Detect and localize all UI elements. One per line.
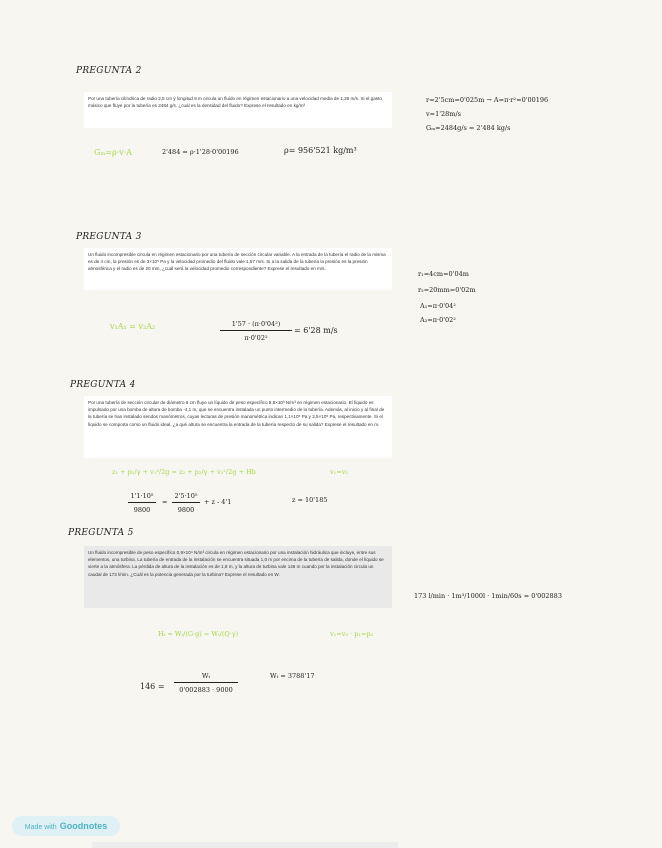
q4-fraction-bar-2 bbox=[172, 502, 200, 503]
q4-pump-term: + z - 4'1 bbox=[204, 498, 232, 506]
q4-denominator-2: 9800 bbox=[177, 506, 195, 514]
q4-bernoulli: z₁ + p₁/γ + v₁²/2g = z₂ + p₂/γ + v₂²/2g + Hb bbox=[112, 468, 256, 476]
q5-turbine-height: Hₜ = Wₜ/(G·g) = Wₜ/(Q·γ) bbox=[158, 630, 239, 638]
q3-denominator: π·0'02² bbox=[244, 334, 268, 342]
badge-made-with: Made with bbox=[24, 824, 57, 831]
q4-condition: v₁=v₂ bbox=[330, 468, 349, 476]
q5-heading: PREGUNTA 5 bbox=[68, 528, 134, 538]
q2-result: ρ= 956'521 kg/m³ bbox=[284, 146, 357, 155]
q2-data-radius: r=2'5cm=0'025m → A=π·r²=0'00196 bbox=[426, 96, 549, 104]
q3-data-r1: r₁=4cm=0'04m bbox=[418, 270, 469, 278]
goodnotes-badge[interactable] bbox=[12, 816, 120, 836]
q3-result: = 6'28 m/s bbox=[294, 326, 338, 335]
q5-result: Wₜ = 3788'17 bbox=[270, 672, 315, 680]
q5-numerator: Wₜ bbox=[201, 672, 211, 680]
q3-data-r2: r₂=20mm=0'02m bbox=[418, 286, 476, 294]
q4-result: z = 10'185 bbox=[292, 496, 328, 504]
badge-brand: Goodnotes bbox=[59, 821, 108, 831]
q3-numerator: 1'57 · (π·0'04²) bbox=[231, 320, 281, 328]
q5-condition: v₁=v₂ · p₁=p₂ bbox=[330, 630, 374, 638]
q5-lhs: 146 = bbox=[140, 682, 165, 691]
q3-problem-text: Un fluido incompresible circula en régimen estacionario por una tubería de sección circular variable. A la entrada de la tubería el radio de la misma es de 4 cm, la presión es de 3×10⁵ Pa y la velocidad promedio del fluido vale 1,57 m/s. Si a la salida de la tubería la presión es la presión atmosférica y el radio es de 20 mm, ¿cuál será la velocidad promedio correspondiente? Exprese el resultado en m/s. bbox=[84, 248, 392, 290]
q2-data-velocity: v=1'28m/s bbox=[426, 110, 462, 118]
q4-problem-text: Por una tubería de sección circular de diámetro 6 cm fluye un líquido de peso específico 9,8×10³ N/m³ en régimen estacionario. El líquido es impulsado por una bomba de altura de bomba -4,1 m, que se encuentra instalada un punto intermedio de la tubería. Además, al inicio y al final de la tubería se han instalado sendos manómetros, cuyas lecturas de presión manométrica indican 1,1×10⁵ Pa y 2,5×10⁵ Pa, respectivamente. Si el líquido se comporta como un fluido ideal, ¿a qué altura se encuentra la entrada de la tubería respecto de su salida? Exprese el resultado en m. bbox=[84, 396, 392, 458]
q2-heading: PREGUNTA 2 bbox=[76, 66, 142, 76]
q2-substitution: 2'484 = ρ·1'28·0'00196 bbox=[162, 148, 239, 156]
q3-data-a1: A₁=π·0'04² bbox=[420, 302, 456, 310]
q5-fraction-bar bbox=[174, 682, 238, 683]
q4-fraction-bar-1 bbox=[128, 502, 156, 503]
q4-heading: PREGUNTA 4 bbox=[70, 380, 136, 390]
q3-fraction-bar bbox=[220, 330, 292, 331]
q4-numerator-2: 2'5·10⁵ bbox=[174, 492, 198, 500]
q3-heading: PREGUNTA 3 bbox=[76, 232, 142, 242]
q3-data-a2: A₂=π·0'02² bbox=[420, 316, 456, 324]
home-indicator bbox=[92, 842, 398, 848]
q2-data-mass-flow: Gₘ=2484g/s = 2'484 kg/s bbox=[426, 124, 511, 132]
q2-problem-text: Por una tubería cilíndrica de radio 2,5 cm y longitud 8 m circula un fluido en régimen estacionario a una velocidad media de 1,28 m/s. Si el gasto másico que fluye por la tubería es 2484 g/s, ¿cuál es la densidad del fluido? Exprese el resultado en kg/m³ bbox=[84, 92, 392, 128]
q5-flow-conversion: 173 l/min · 1m³/1000l · 1min/60s = 0'002883 bbox=[414, 592, 562, 600]
q3-continuity: v₁A₁ = v₂A₂ bbox=[110, 322, 156, 331]
q5-problem-text: Un fluido incompresible de peso específico 0,9×10⁴ N/m³ circula en régimen estacionario por una instalación hidráulica que incluye, entre sus elementos, una turbina. La tubería de entrada de la instalación se encuentra situada 1,0 m por encima de la tubería de salida, donde el líquido se vierte a la atmósfera. La pérdida de altura de la instalación es de 1,8 m, y la altura de turbina vale 146 m cuando por la instalación circula un caudal de 173 l/min. ¿Cuál es la potencia generada por la turbina? Exprese el resultado en W. bbox=[84, 546, 392, 608]
q4-numerator-1: 1'1·10⁵ bbox=[130, 492, 154, 500]
q5-denominator: 0'002883 · 9000 bbox=[179, 686, 233, 694]
q2-formula: Gₘ=ρ·v·A bbox=[94, 148, 133, 157]
q4-denominator-1: 9800 bbox=[133, 506, 151, 514]
